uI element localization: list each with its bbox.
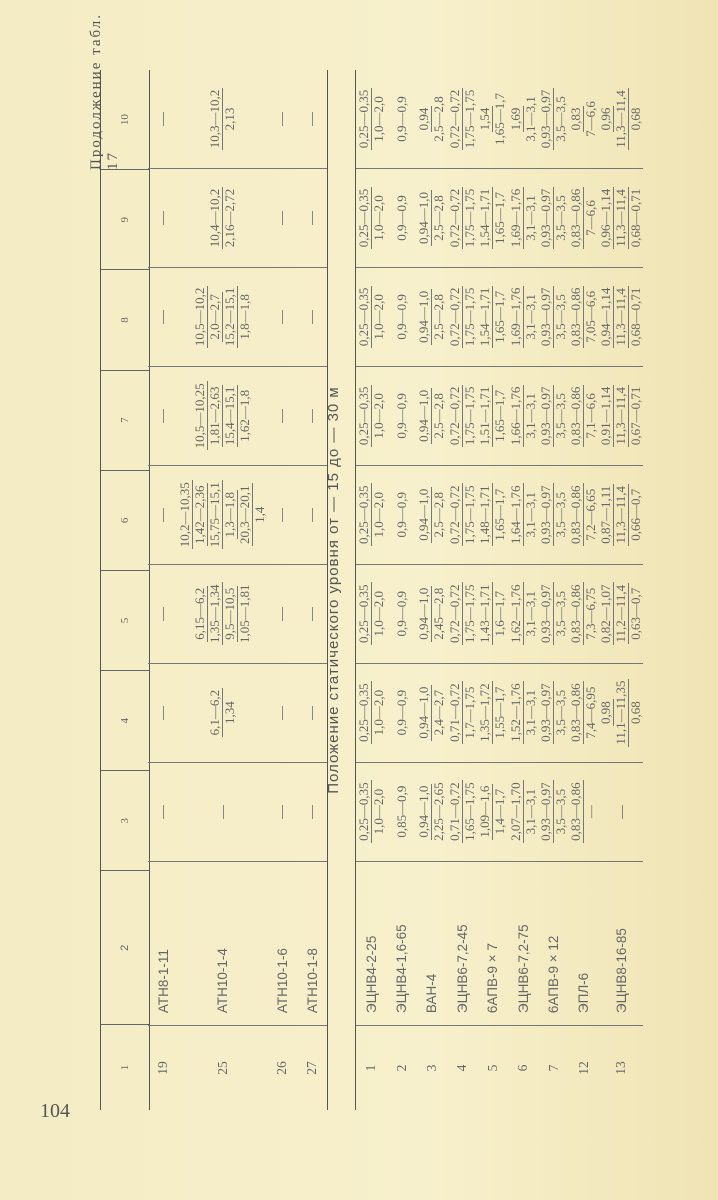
row-number: 19	[155, 1061, 170, 1075]
pump-model: ЭЦНВ6-7,2-45	[447, 861, 477, 1026]
value-cell: 0,94—1,0 2,5—2,8	[417, 267, 447, 366]
row-number: 13	[613, 1061, 629, 1075]
value-cell	[297, 564, 328, 663]
value-cell: 0,93—0,97 3,5—3,5	[538, 762, 568, 861]
value-cell: 0,93—0,97 3,5—3,5	[538, 70, 568, 168]
col-header: 4	[101, 671, 150, 771]
row-number: 1	[356, 1026, 387, 1110]
row-number: 3	[423, 1064, 439, 1072]
value-cell	[297, 168, 328, 267]
col-header: 9	[101, 170, 150, 270]
pump-model: 6АПВ-9 × 7	[478, 861, 508, 1026]
value-cell: 0,25—0,35 1,0—2,0	[356, 465, 387, 564]
value-cell: 0,72—0,72 1,75—1,75	[447, 465, 477, 564]
value-cell: 1,69 3,1—3,1	[508, 70, 538, 168]
value-cell: 10,5—10,2 2,0—2,7 15,2—15,1 1,8—1,8	[178, 267, 267, 366]
col-header: 6	[101, 470, 150, 570]
value-cell: 1,64—1,76 3,1—3,1	[508, 465, 538, 564]
value-cell	[267, 663, 297, 762]
pump-model: ЭЦНВ8-16-85	[599, 861, 643, 1026]
table-row	[599, 70, 643, 1110]
value-cell	[148, 168, 178, 267]
col-header: 1	[101, 1025, 150, 1110]
value-cell: 0,94—1,14 11,3—11,4 0,68—0,71	[599, 267, 643, 366]
value-cell	[297, 267, 328, 366]
col-header: 3	[101, 771, 150, 871]
pump-model: АТН8-1-11	[148, 861, 178, 1026]
value-cell	[267, 267, 297, 366]
empty-dash	[312, 508, 313, 522]
value-cell: 6,15—6,2 1,35—1,34 9,5—10,5 1,05—1,81	[178, 564, 267, 663]
empty-dash	[163, 211, 164, 225]
empty-dash	[282, 706, 283, 720]
value-cell: 1,48—1,71 1,65—1,7	[478, 465, 508, 564]
value-cell: 1,35—1,72 1,55—1,7	[478, 663, 508, 762]
value-cell: 1,69—1,76 3,1—3,1	[508, 267, 538, 366]
value-cell: 0,71—0,72 1,65—1,75	[447, 762, 477, 861]
row-number: 4	[454, 1064, 470, 1072]
value-cell	[148, 70, 178, 168]
empty-dash	[312, 409, 313, 423]
value-cell: 0,72—0,72 1,75—1,75	[447, 267, 477, 366]
value-cell: 0,83—0,86 7,4—6,95	[569, 663, 599, 762]
value-cell: 0,83—0,86 7,1—6,6	[569, 366, 599, 465]
value-cell: 0,25—0,35 1,0—2,0	[356, 564, 387, 663]
value-cell: 0,25—0,35 1,0—2,0	[356, 168, 387, 267]
value-cell: 10,3—10,2 2,13	[178, 70, 267, 168]
pump-model: АТН10-1-8	[297, 861, 328, 1026]
value-cell	[599, 762, 643, 861]
value-cell: 0,25—0,35 1,0—2,0	[356, 762, 387, 861]
col-header: 5	[101, 570, 150, 670]
value-cell: 0,87—1,11 11,3—11,4 0,66—0,7	[599, 465, 643, 564]
table-row	[508, 70, 538, 1110]
value-cell: 0,93—0,97 3,5—3,5	[538, 465, 568, 564]
value-cell: 0,94 2,5—2,8	[417, 70, 447, 168]
value-cell: 0,83—0,86 7—6,6	[569, 168, 599, 267]
value-cell: 10,4—10,2 2,16—2,72	[178, 168, 267, 267]
value-cell: 0,83 7—6,6	[569, 70, 599, 168]
empty-dash	[312, 112, 313, 126]
empty-dash	[282, 112, 283, 126]
value-cell	[148, 267, 178, 366]
value-cell	[148, 366, 178, 465]
table-group-2	[355, 70, 643, 1110]
pump-model: ЭЦНВ4-2-25	[356, 861, 387, 1026]
value-cell: 0,9—0,9	[386, 168, 416, 267]
empty-dash	[282, 607, 283, 621]
page-number: 104	[40, 1100, 70, 1122]
table-row	[569, 70, 599, 1110]
table-row	[417, 70, 447, 1110]
value-cell: 0,93—0,97 3,5—3,5	[538, 267, 568, 366]
table-row	[447, 70, 477, 1110]
empty-dash	[163, 409, 164, 423]
value-cell: 0,72—0,72 1,75—1,75	[447, 366, 477, 465]
value-cell: 2,07—1,70 3,1—3,1	[508, 762, 538, 861]
value-cell: 0,25—0,35 1,0—2,0	[356, 663, 387, 762]
value-cell	[148, 663, 178, 762]
col-header: 8	[101, 270, 150, 370]
value-cell: 0,9—0,9	[386, 366, 416, 465]
value-cell: 0,9—0,9	[386, 70, 416, 168]
pump-model: АТН10-1-4	[178, 861, 267, 1026]
table-caption: Продолжение табл. 17	[88, 13, 121, 170]
pump-model: ЭПЛ-6	[569, 861, 599, 1026]
empty-dash	[282, 409, 283, 423]
value-cell: 0,91—1,14 11,3—11,4 0,67—0,71	[599, 366, 643, 465]
table-row	[148, 70, 178, 1110]
value-cell: 1,54—1,71 1,65—1,7	[478, 267, 508, 366]
section-title: Положение статического уровня от — 15 до — 30 м	[325, 386, 342, 794]
row-number: 25	[214, 1061, 230, 1075]
table-group-1	[148, 70, 328, 1110]
value-cell	[148, 762, 178, 861]
value-cell: 0,94—1,0 2,45—2,8	[417, 564, 447, 663]
table-row	[356, 70, 387, 1110]
value-cell: 0,9—0,9	[386, 267, 416, 366]
value-cell	[297, 663, 328, 762]
empty-dash	[282, 310, 283, 324]
value-cell: 0,25—0,35 1,0—2,0	[356, 70, 387, 168]
pump-model: АТН10-1-6	[267, 861, 297, 1026]
value-cell: 0,25—0,35 1,0—2,0	[356, 366, 387, 465]
table-row	[178, 70, 267, 1110]
value-cell: 0,72—0,72 1,75—1,75	[447, 168, 477, 267]
value-cell: 1,43—1,71 1,6—1,7	[478, 564, 508, 663]
table-row	[267, 70, 297, 1110]
value-cell	[267, 762, 297, 861]
value-cell: 1,54 1,65—1,7	[478, 70, 508, 168]
empty-dash	[622, 805, 623, 819]
value-cell	[148, 465, 178, 564]
empty-dash	[163, 607, 164, 621]
value-cell: 1,62—1,76 3,1—3,1	[508, 564, 538, 663]
value-cell: 0,96 11,3—11,4 0,68	[599, 70, 643, 168]
col-header: 10	[101, 70, 150, 170]
value-cell: 0,25—0,35 1,0—2,0	[356, 267, 387, 366]
row-number: 7	[545, 1064, 561, 1072]
empty-dash	[312, 211, 313, 225]
value-cell: 10,2—10,35 1,42—2,36 15,75—15,1 1,3—1,8 20,3—20,1 1,4	[178, 465, 267, 564]
table-row	[538, 70, 568, 1110]
table-header	[100, 70, 150, 1110]
value-cell: 0,98 11,1—11,35 0,68	[599, 663, 643, 762]
empty-dash	[163, 112, 164, 126]
value-cell: 1,51—1,71 1,65—1,7	[478, 366, 508, 465]
value-cell: 1,69—1,76 3,1—3,1	[508, 168, 538, 267]
empty-dash	[163, 508, 164, 522]
value-cell: 0,94—1,0 2,5—2,8	[417, 366, 447, 465]
value-cell: 0,93—0,97 3,5—3,5	[538, 168, 568, 267]
value-cell: 10,5—10,25 1,81—2,63 15,4—15,1 1,62—1,8	[178, 366, 267, 465]
pump-model: ЭЦНВ4-1,6-65	[386, 861, 416, 1026]
value-cell	[178, 762, 267, 861]
pump-model: 6АПВ-9 × 12	[538, 861, 568, 1026]
value-cell: 0,71—0,72 1,7—1,75	[447, 663, 477, 762]
value-cell: 0,94—1,0 2,5—2,8	[417, 168, 447, 267]
empty-dash	[312, 310, 313, 324]
value-cell: 0,72—0,72 1,75—1,75	[447, 564, 477, 663]
value-cell	[267, 465, 297, 564]
pump-model: ВАН-4	[417, 861, 447, 1026]
table-row	[386, 70, 416, 1110]
value-cell: 0,94—1,0 2,25—2,65	[417, 762, 447, 861]
value-cell: 0,9—0,9	[386, 663, 416, 762]
empty-dash	[312, 805, 313, 819]
value-cell	[267, 564, 297, 663]
empty-dash	[312, 607, 313, 621]
row-number: 26	[274, 1061, 289, 1075]
value-cell	[267, 70, 297, 168]
value-cell	[148, 564, 178, 663]
col-header: 7	[101, 370, 150, 470]
row-number: 12	[575, 1061, 591, 1075]
value-cell: 6,1—6,2 1,34	[178, 663, 267, 762]
value-cell: 0,72—0,72 1,75—1,75	[447, 70, 477, 168]
value-cell	[267, 366, 297, 465]
value-cell	[297, 70, 328, 168]
row-number: 5	[484, 1064, 500, 1072]
value-cell: 0,93—0,97 3,5—3,5	[538, 663, 568, 762]
value-cell: 0,9—0,9	[386, 465, 416, 564]
value-cell: 0,82—1,07 11,2—11,4 0,63—0,7	[599, 564, 643, 663]
empty-dash	[282, 508, 283, 522]
value-cell: 0,83—0,86 —	[569, 762, 599, 861]
value-cell	[297, 366, 328, 465]
empty-dash	[163, 706, 164, 720]
pump-model: ЭЦНВ6-7,2-75	[508, 861, 538, 1026]
table-row	[478, 70, 508, 1110]
value-cell: 0,9—0,9	[386, 564, 416, 663]
value-cell: 0,96—1,14 11,3—11,4 0,68—0,71	[599, 168, 643, 267]
value-cell: 0,94—1,0 2,4—2,7	[417, 663, 447, 762]
value-cell: 1,09—1,6 1,4—1,7	[478, 762, 508, 861]
value-cell: 0,93—0,97 3,5—3,5	[538, 366, 568, 465]
row-number: 2	[393, 1064, 409, 1072]
value-cell: 0,85—0,9	[386, 762, 416, 861]
empty-dash	[163, 310, 164, 324]
col-header: 2	[101, 871, 150, 1025]
value-cell: 1,66—1,76 3,1—3,1	[508, 366, 538, 465]
value-cell: 0,83—0,86 7,2—6,65	[569, 465, 599, 564]
row-number: 27	[297, 1026, 328, 1110]
table-row	[297, 70, 328, 1110]
empty-dash	[163, 805, 164, 819]
value-cell: 0,94—1,0 2,5—2,8	[417, 465, 447, 564]
empty-dash	[282, 805, 283, 819]
value-cell: 0,83—0,86 7,3—6,75	[569, 564, 599, 663]
row-number: 6	[515, 1064, 531, 1072]
empty-dash	[223, 805, 224, 819]
value-cell	[267, 168, 297, 267]
value-cell: 1,54—1,71 1,65—1,7	[478, 168, 508, 267]
value-cell: 0,93—0,97 3,5—3,5	[538, 564, 568, 663]
value-cell: 0,83—0,86 7,05—6,6	[569, 267, 599, 366]
empty-dash	[312, 706, 313, 720]
value-cell	[297, 762, 328, 861]
empty-dash	[282, 211, 283, 225]
value-cell	[297, 465, 328, 564]
value-cell: 1,52—1,76 3,1—3,1	[508, 663, 538, 762]
